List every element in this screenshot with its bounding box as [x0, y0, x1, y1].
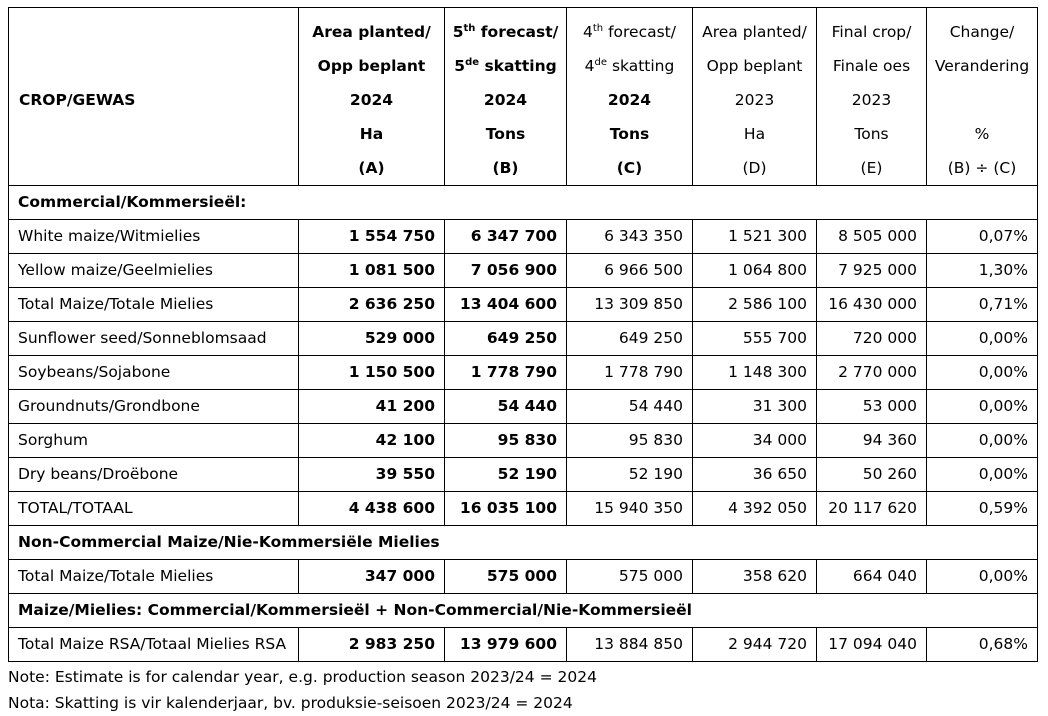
- cell-forecast4: 54 440: [567, 390, 693, 424]
- header-a-line3: 2024: [349, 91, 394, 109]
- cell-change: 0,00%: [927, 390, 1038, 424]
- header-col-c: [567, 8, 693, 186]
- cell-area-2023: 36 650: [693, 458, 817, 492]
- cell-area-2023: 1 064 800: [693, 254, 817, 288]
- section-noncommercial: [9, 526, 1038, 560]
- table-row: [9, 254, 1038, 288]
- cell-area-2024: 1 150 500: [299, 356, 445, 390]
- cell-crop: Yellow maize/Geelmielies: [9, 254, 299, 288]
- cell-area-2024: 2 636 250: [299, 288, 445, 322]
- table-row: [9, 356, 1038, 390]
- header-c-line1: 4th forecast/: [583, 23, 676, 41]
- cell-forecast4: 575 000: [567, 560, 693, 594]
- cell-forecast5: 54 440: [445, 390, 567, 424]
- cell-crop: Soybeans/Sojabone: [9, 356, 299, 390]
- header-c-line4: Tons: [609, 125, 650, 143]
- cell-area-2023: 31 300: [693, 390, 817, 424]
- table-row: [9, 288, 1038, 322]
- section-commercial: [9, 186, 1038, 220]
- header-e-line3: 2023: [851, 91, 892, 109]
- cell-final-2023: 94 360: [817, 424, 927, 458]
- header-e-line2: Finale oes: [832, 57, 911, 75]
- header-c-line2: 4de skatting: [584, 57, 675, 75]
- header-a-line1: Area planted/: [312, 23, 431, 41]
- cell-crop: Total Maize RSA/Totaal Mielies RSA: [9, 628, 299, 662]
- header-d-line1: Area planted/: [702, 23, 807, 41]
- cell-area-2023: 1 521 300: [693, 220, 817, 254]
- header-d-line5: (D): [742, 159, 767, 177]
- cell-crop: Sunflower seed/Sonneblomsaad: [9, 322, 299, 356]
- cell-area-2023: 34 000: [693, 424, 817, 458]
- cell-change: 1,30%: [927, 254, 1038, 288]
- cell-change: 0,07%: [927, 220, 1038, 254]
- header-col-f: [927, 8, 1038, 186]
- cell-final-2023: 7 925 000: [817, 254, 927, 288]
- section-combined: [9, 594, 1038, 628]
- cell-crop: TOTAL/TOTAAL: [9, 492, 299, 526]
- cell-crop: Groundnuts/Grondbone: [9, 390, 299, 424]
- cell-area-2024: 1 554 750: [299, 220, 445, 254]
- cell-forecast4: 52 190: [567, 458, 693, 492]
- header-a-line4: Ha: [359, 125, 384, 143]
- cell-change: 0,00%: [927, 458, 1038, 492]
- table-row: [9, 458, 1038, 492]
- header-a-line2: Opp beplant: [317, 57, 426, 75]
- cell-forecast4: 1 778 790: [567, 356, 693, 390]
- cell-final-2023: 8 505 000: [817, 220, 927, 254]
- cell-final-2023: 17 094 040: [817, 628, 927, 662]
- cell-forecast4: 13 884 850: [567, 628, 693, 662]
- header-f-line5: (B) ÷ (C): [947, 159, 1017, 177]
- cell-change: 0,00%: [927, 424, 1038, 458]
- header-c-line3: 2024: [607, 91, 652, 109]
- cell-crop: Sorghum: [9, 424, 299, 458]
- cell-area-2023: 2 944 720: [693, 628, 817, 662]
- table-row: [9, 560, 1038, 594]
- header-a-line5: (A): [358, 159, 385, 177]
- header-row: [9, 8, 1038, 186]
- header-b-line5: (B): [492, 159, 519, 177]
- table-row: [9, 628, 1038, 662]
- cell-change: 0,68%: [927, 628, 1038, 662]
- table-row: [9, 492, 1038, 526]
- header-d-line4: Ha: [743, 125, 766, 143]
- header-f-line3: [929, 83, 1035, 117]
- table-row: [9, 390, 1038, 424]
- cell-forecast4: 6 966 500: [567, 254, 693, 288]
- cell-forecast4: 13 309 850: [567, 288, 693, 322]
- cell-forecast4: 95 830: [567, 424, 693, 458]
- cell-area-2023: 4 392 050: [693, 492, 817, 526]
- header-e-line1: Final crop/: [831, 23, 912, 41]
- cell-forecast5: 13 979 600: [445, 628, 567, 662]
- header-e-line4: Tons: [854, 125, 889, 143]
- cell-forecast5: 16 035 100: [445, 492, 567, 526]
- crop-estimates-document: [8, 7, 1038, 716]
- header-col-b: [445, 8, 567, 186]
- header-e-line5: (E): [860, 159, 883, 177]
- header-col-a: [299, 8, 445, 186]
- cell-area-2024: 1 081 500: [299, 254, 445, 288]
- table-row: [9, 220, 1038, 254]
- cell-forecast4: 15 940 350: [567, 492, 693, 526]
- cell-final-2023: 20 117 620: [817, 492, 927, 526]
- header-b-line4: Tons: [485, 125, 526, 143]
- cell-forecast5: 575 000: [445, 560, 567, 594]
- table-row: [9, 424, 1038, 458]
- cell-area-2024: 42 100: [299, 424, 445, 458]
- cell-forecast5: 1 778 790: [445, 356, 567, 390]
- header-crop: CROP/GEWAS: [9, 8, 299, 186]
- cell-forecast5: 95 830: [445, 424, 567, 458]
- cell-final-2023: 16 430 000: [817, 288, 927, 322]
- header-d-line3: 2023: [734, 91, 775, 109]
- header-f-line4: %: [974, 125, 990, 143]
- section-title: Non-Commercial Maize/Nie-Kommersiële Mielies: [9, 526, 1038, 560]
- cell-area-2023: 1 148 300: [693, 356, 817, 390]
- cell-change: 0,71%: [927, 288, 1038, 322]
- cell-final-2023: 50 260: [817, 458, 927, 492]
- section-title: Maize/Mielies: Commercial/Kommersieël + Non-Commercial/Nie-Kommersieël: [9, 594, 1038, 628]
- cell-forecast5: 52 190: [445, 458, 567, 492]
- cell-forecast5: 6 347 700: [445, 220, 567, 254]
- notes: [8, 664, 1038, 716]
- cell-area-2024: 41 200: [299, 390, 445, 424]
- cell-forecast5: 649 250: [445, 322, 567, 356]
- table-row: [9, 322, 1038, 356]
- header-b-line3: 2024: [483, 91, 528, 109]
- header-f-line1: Change/: [949, 23, 1015, 41]
- cell-final-2023: 720 000: [817, 322, 927, 356]
- cell-area-2024: 4 438 600: [299, 492, 445, 526]
- cell-crop: Total Maize/Totale Mielies: [9, 560, 299, 594]
- section-title: Commercial/Kommersieël:: [9, 186, 1038, 220]
- cell-area-2024: 529 000: [299, 322, 445, 356]
- cell-final-2023: 53 000: [817, 390, 927, 424]
- cell-area-2024: 2 983 250: [299, 628, 445, 662]
- note-afrikaans: Nota: Skatting is vir kalenderjaar, bv. produksie-seisoen 2023/24 = 2024: [8, 694, 573, 712]
- cell-change: 0,00%: [927, 322, 1038, 356]
- cell-change: 0,59%: [927, 492, 1038, 526]
- header-c-line5: (C): [616, 159, 643, 177]
- header-col-e: [817, 8, 927, 186]
- cell-change: 0,00%: [927, 356, 1038, 390]
- cell-crop: Dry beans/Droëbone: [9, 458, 299, 492]
- cell-crop: Total Maize/Totale Mielies: [9, 288, 299, 322]
- header-d-line2: Opp beplant: [706, 57, 803, 75]
- cell-change: 0,00%: [927, 560, 1038, 594]
- cell-forecast5: 7 056 900: [445, 254, 567, 288]
- header-f-line2: Verandering: [934, 57, 1030, 75]
- cell-forecast4: 649 250: [567, 322, 693, 356]
- cell-area-2024: 347 000: [299, 560, 445, 594]
- header-b-line2: 5de skatting: [454, 57, 557, 75]
- cell-area-2023: 555 700: [693, 322, 817, 356]
- note-english: Note: Estimate is for calendar year, e.g. production season 2023/24 = 2024: [8, 668, 597, 686]
- cell-area-2023: 358 620: [693, 560, 817, 594]
- cell-final-2023: 2 770 000: [817, 356, 927, 390]
- header-b-line1: 5th forecast/: [452, 23, 559, 41]
- cell-area-2024: 39 550: [299, 458, 445, 492]
- cell-final-2023: 664 040: [817, 560, 927, 594]
- cell-area-2023: 2 586 100: [693, 288, 817, 322]
- header-col-d: [693, 8, 817, 186]
- cell-forecast4: 6 343 350: [567, 220, 693, 254]
- cell-crop: White maize/Witmielies: [9, 220, 299, 254]
- crop-estimates-table: [8, 7, 1038, 662]
- cell-forecast5: 13 404 600: [445, 288, 567, 322]
